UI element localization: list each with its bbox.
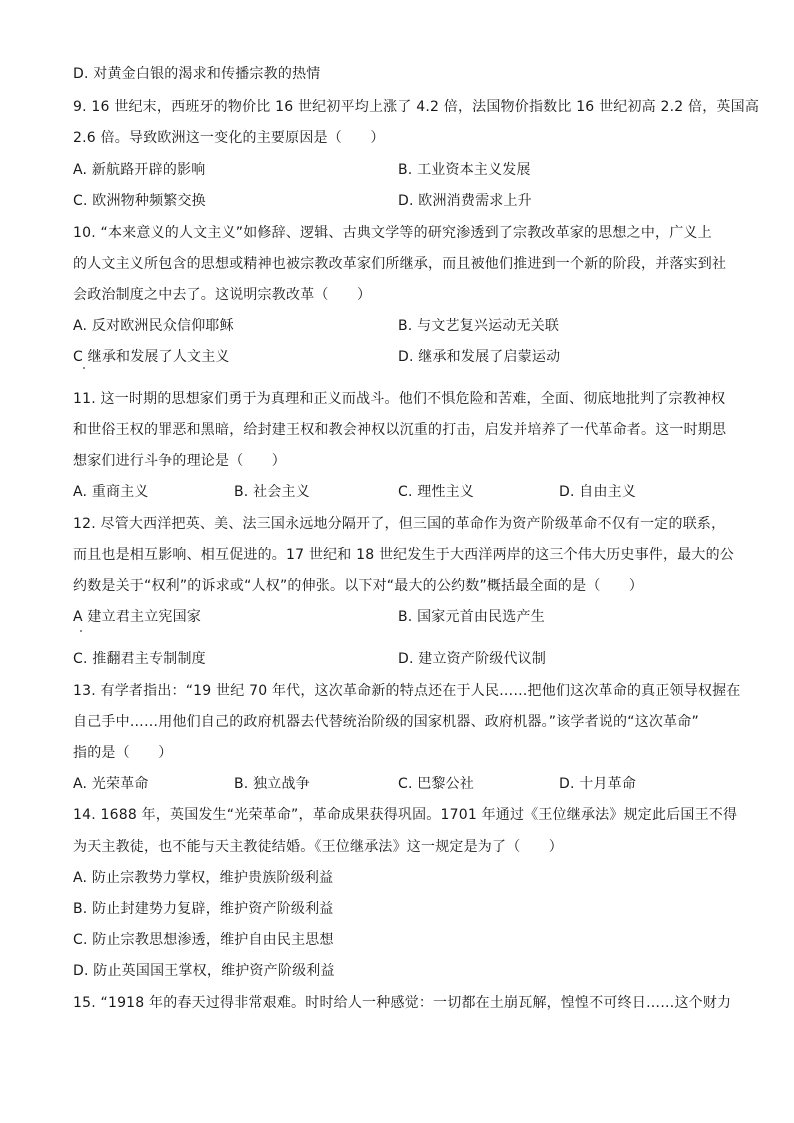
q12-option-d: D. 建立资产阶级代议制	[398, 651, 547, 667]
q13-option-c: C. 巴黎公社	[398, 776, 475, 792]
q11-option-d: D. 自由主义	[559, 484, 637, 500]
q12-stem-line-3: 约数是关于“权利”的诉求或“人权”的伸张。以下对“最大的公约数”概括最全面的是（ ）	[73, 578, 644, 594]
q12-option-c: C. 推翻君主专制制度	[73, 651, 206, 667]
q13-option-b: B. 独立战争	[234, 776, 310, 792]
q12-stem-line-1: 12. 尽管大西洋把英、美、法三国永远地分隔开了，但三国的革命作为资产阶级革命不仅有一定的联系，	[73, 516, 726, 532]
q10-stem-line-1: 10. “本来意义的人文主义”如修辞、逻辑、古典文学等的研究渗透到了宗教改革家的思想之中，广义上	[73, 225, 712, 241]
q14-stem-line-2: 为天主教徒，也不能与天主教徒结婚。《王位继承法》这一规定是为了（ ）	[73, 839, 563, 855]
q12-option-b: B. 国家元首由民选产生	[398, 609, 545, 625]
q14-option-c: C. 防止宗教思想渗透，维护自由民主思想	[73, 932, 334, 948]
q8-option-d: D. 对黄金白银的渴求和传播宗教的热情	[73, 66, 321, 82]
q12-stem-line-2: 而且也是相互影响、相互促进的。17 世纪和 18 世纪发生于大西洋两岸的这三个伟大历史事件，最大的公	[73, 547, 734, 563]
q11-option-c: C. 理性主义	[398, 484, 475, 500]
scan-dot	[83, 367, 85, 369]
q13-stem-line-3: 指的是（ ）	[73, 745, 173, 761]
q11-stem-line-2: 和世俗王权的罪恶和黑暗，给封建王权和教会神权以沉重的打击，启发并培养了一代革命者。这一时期思	[73, 422, 727, 438]
q10-option-b: B. 与文艺复兴运动无关联	[398, 318, 560, 334]
q15-stem-line-1: 15. “1918 年的春天过得非常艰难。时时给人一种感觉：一切都在土崩瓦解，惶惶不可终日……这个财力	[73, 995, 732, 1011]
q12-option-a: A 建立君主立宪国家	[73, 609, 202, 625]
q14-option-b: B. 防止封建势力复辟，维护资产阶级利益	[73, 901, 334, 917]
scan-dot	[80, 630, 82, 632]
q10-option-d: D. 继承和发展了启蒙运动	[398, 349, 561, 365]
q9-option-b: B. 工业资本主义发展	[398, 162, 531, 178]
q11-option-a: A. 重商主义	[73, 484, 149, 500]
q11-stem-line-3: 想家们进行斗争的理论是（ ）	[73, 453, 286, 469]
q14-option-a: A. 防止宗教势力掌权，维护贵族阶级利益	[73, 870, 334, 886]
q13-stem-line-2: 自己手中……用他们自己的政府机器去代替统治阶级的国家机器、政府机器。”该学者说的“这次革命”	[73, 714, 699, 730]
q9-option-c: C. 欧洲物种频繁交换	[73, 193, 206, 209]
q11-option-b: B. 社会主义	[234, 484, 310, 500]
q9-option-d: D. 欧洲消费需求上升	[398, 193, 532, 209]
q9-stem-line-2: 2.6 倍。导致欧洲这一变化的主要原因是（ ）	[73, 130, 385, 146]
q11-stem-line-1: 11. 这一时期的思想家们勇于为真理和正义而战斗。他们不惧危险和苦难，全面、彻底地批判了宗教神权	[73, 391, 726, 407]
q13-option-d: D. 十月革命	[559, 776, 637, 792]
q13-stem-line-1: 13. 有学者指出：“19 世纪 70 年代，这次革命新的特点还在于人民……把他们这次革命的真正领导权握在	[73, 683, 741, 699]
q9-stem-line-1: 9. 16 世纪末，西班牙的物价比 16 世纪初平均上涨了 4.2 倍，法国物价指数比 16 世纪初高 2.2 倍，英国高	[73, 99, 760, 115]
q10-option-a: A. 反对欧洲民众信仰耶稣	[73, 318, 234, 334]
q10-stem-line-3: 会政治制度之中去了。这说明宗教改革（ ）	[73, 287, 372, 303]
q13-option-a: A. 光荣革命	[73, 776, 149, 792]
q10-option-c: C 继承和发展了人文主义	[73, 349, 230, 365]
q10-stem-line-2: 的人文主义所包含的思想或精神也被宗教改革家们所继承，而且被他们推进到一个新的阶段，并落实到社	[73, 256, 727, 272]
q14-stem-line-1: 14. 1688 年，英国发生“光荣革命”，革命成果获得巩固。1701 年通过《王位继承法》规定此后国王不得	[73, 807, 738, 823]
q14-option-d: D. 防止英国国王掌权，维护资产阶级利益	[73, 963, 335, 979]
q9-option-a: A. 新航路开辟的影响	[73, 162, 206, 178]
